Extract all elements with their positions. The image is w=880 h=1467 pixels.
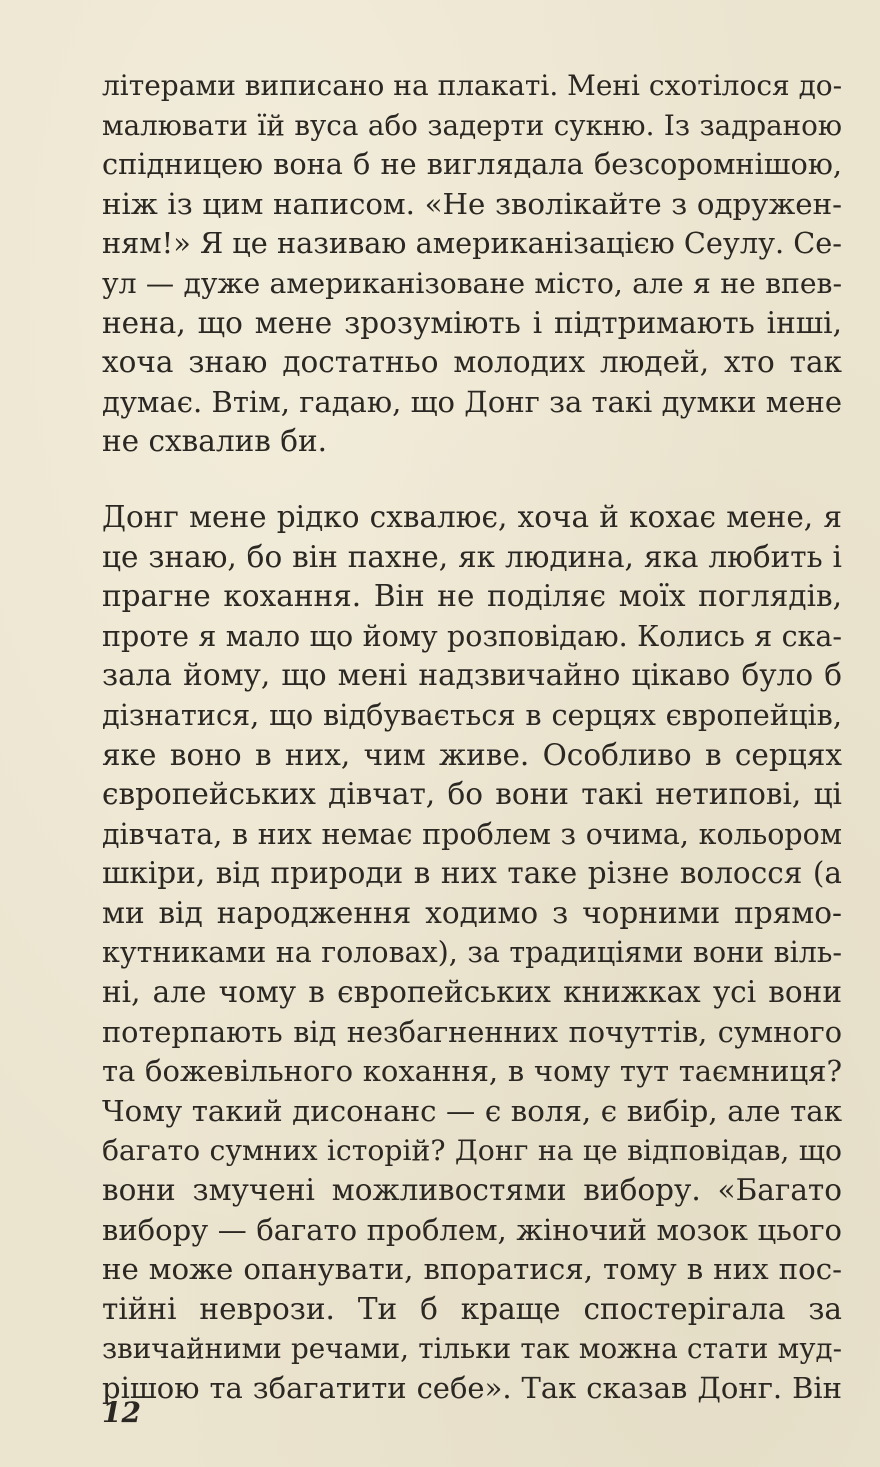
text-line: малювати їй вуса або задерти сукню. Із задраною [102, 108, 842, 142]
text-line: вони змучені можливостями вибору. «Багато [102, 1173, 842, 1208]
text-line: літерами виписано на плакаті. Мені схотілося до- [102, 69, 843, 102]
page-number: 12 [102, 1396, 141, 1429]
text-line: дівчата, в них немає проблем з очима, кольором [102, 817, 842, 851]
text-line: думає. Втім, гадаю, що Донг за такі думки мене [102, 384, 842, 419]
text-line: ням!» Я це називаю американізацією Сеулу. Се- [102, 226, 843, 261]
text-line: спідницею вона б не виглядала безсоромнішою, [102, 147, 842, 182]
text-line: нена, що мене зрозуміють і підтримають інші, [102, 305, 842, 340]
text-line: проте я мало що йому розповідаю. Колись я ска- [102, 619, 842, 653]
text-line: Донг мене рідко схвалює, хоча й кохає мене, я [102, 499, 842, 534]
text-line: яке воно в них, чим живе. Особливо в серцях [102, 737, 842, 772]
text-line: та божевільного кохання, в чому тут таємниця? [102, 1054, 842, 1089]
text-line: хоча знаю достатньо молодих людей, хто так [102, 345, 842, 380]
body-text [102, 66, 842, 1409]
text-line: ні, але чому в європейських книжках усі вони [102, 975, 842, 1010]
text-line: звичайними речами, тільки так можна стати муд- [102, 1332, 842, 1366]
text-line: дізнатися, що відбувається в серцях європейців, [102, 697, 842, 732]
text-line: не може опанувати, впоратися, тому в них пос- [102, 1252, 842, 1287]
text-line: це знаю, бо він пахне, як людина, яка любить і [102, 539, 842, 574]
text-line: зала йому, що мені надзвичайно цікаво було б [102, 658, 842, 693]
text-line: прагне кохання. Він не поділяє моїх поглядів, [102, 579, 842, 614]
text-line: шкіри, від природи в них таке різне волосся (а [102, 856, 842, 891]
text-line: рішою та збагатити себе». Так сказав Донг. Він [102, 1371, 842, 1405]
text-line: тійні неврози. Ти б краще спостерігала за [102, 1291, 842, 1326]
text-line: не схвалив би. [102, 424, 328, 459]
paragraph-1 [102, 66, 842, 462]
paragraph-gap [102, 462, 842, 498]
text-line: потерпають від незбагненних почуттів, сумного [102, 1014, 842, 1049]
text-line: ніж із цим написом. «Не зволікайте з одружен- [102, 186, 842, 221]
paragraph-2 [102, 498, 842, 1409]
text-line: вибору — багато проблем, жіночий мозок цього [102, 1212, 842, 1247]
text-line: багато сумних історій? Донг на це відповідав, що [102, 1134, 842, 1168]
text-line: європейських дівчат, бо вони такі нетипові, ці [102, 777, 842, 812]
text-line: ми від народження ходимо з чорними прямо- [102, 895, 842, 930]
text-line: Чому такий дисонанс — є воля, є вибір, але так [102, 1093, 842, 1128]
text-line: кутниками на головах), за традиціями вони віль- [102, 936, 842, 970]
text-line: ул — дуже американізоване місто, але я не впев- [102, 266, 842, 300]
